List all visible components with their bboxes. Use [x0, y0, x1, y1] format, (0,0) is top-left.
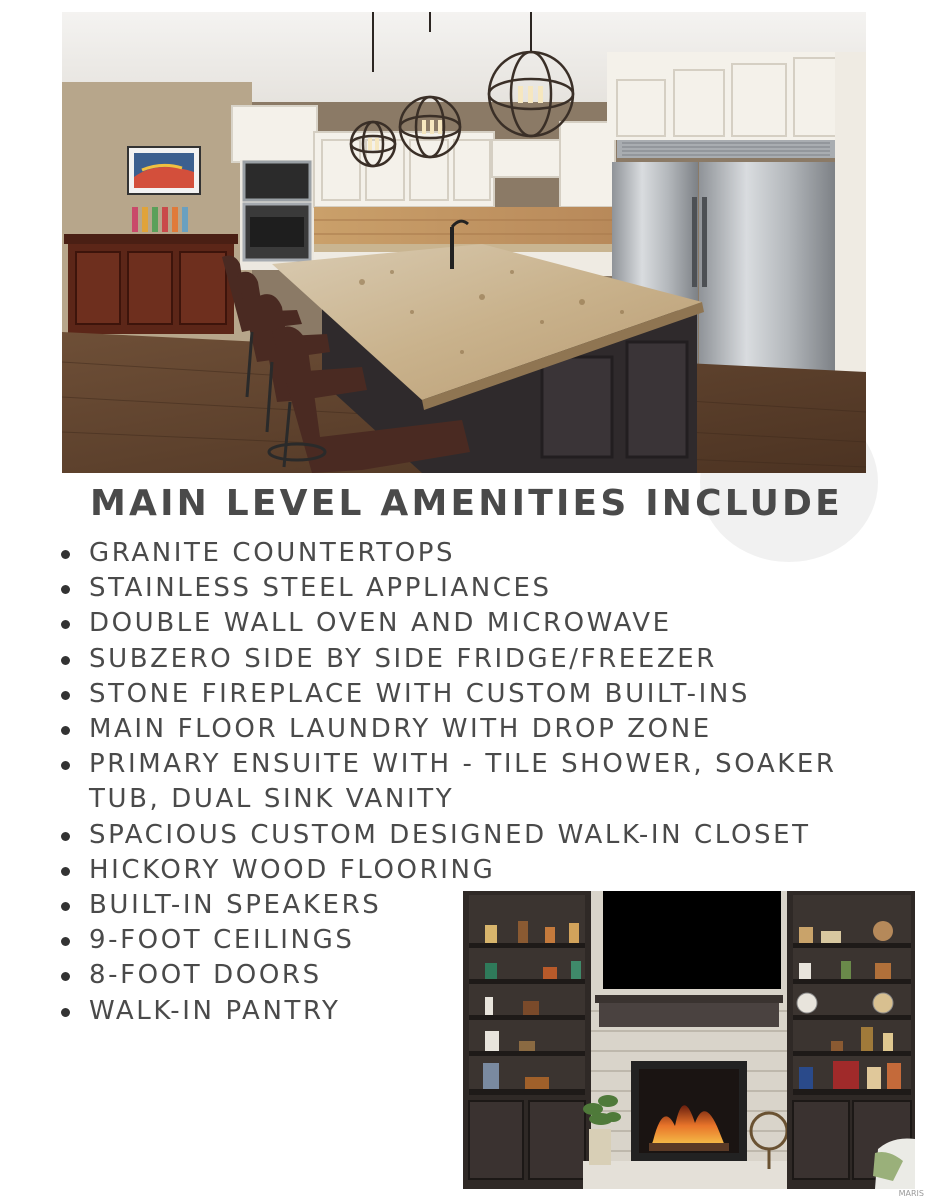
bullet-icon	[61, 972, 70, 981]
list-item	[0, 642, 899, 677]
amenity-text: MAIN FLOOR LAUNDRY WITH DROP ZONE	[89, 714, 712, 745]
list-item	[0, 536, 899, 571]
amenity-text: SPACIOUS CUSTOM DESIGNED WALK-IN CLOSET	[89, 819, 811, 850]
watermark: MARIS	[898, 1189, 924, 1198]
bullet-icon	[61, 937, 70, 946]
list-item	[0, 747, 899, 817]
amenity-text: BUILT-IN SPEAKERS	[89, 890, 382, 921]
bullet-icon	[61, 585, 70, 594]
amenity-text: WALK-IN PANTRY	[89, 995, 341, 1026]
amenity-text: PRIMARY ENSUITE WITH - TILE SHOWER, SOAKER TUB, DUAL SINK VANITY	[89, 749, 837, 815]
list-item	[0, 712, 899, 747]
page-heading: MAIN LEVEL AMENITIES INCLUDE	[90, 483, 843, 524]
bullet-icon	[61, 550, 70, 559]
bullet-icon	[61, 620, 70, 629]
list-item	[0, 677, 899, 712]
bullet-icon	[61, 1008, 70, 1017]
amenity-text: GRANITE COUNTERTOPS	[89, 538, 456, 568]
amenity-text: DOUBLE WALL OVEN AND MICROWAVE	[89, 608, 672, 639]
amenity-text: STAINLESS STEEL APPLIANCES	[89, 573, 552, 604]
list-item	[0, 606, 899, 641]
amenity-text: 9-FOOT CEILINGS	[89, 925, 355, 956]
amenity-text: STONE FIREPLACE WITH CUSTOM BUILT-INS	[89, 678, 750, 709]
bullet-icon	[61, 867, 70, 876]
bullet-icon	[61, 832, 70, 841]
list-item	[0, 853, 899, 888]
list-item	[0, 571, 899, 606]
bullet-icon	[61, 691, 70, 700]
amenity-text: 8-FOOT DOORS	[89, 960, 322, 991]
bullet-icon	[61, 726, 70, 735]
amenity-text: HICKORY WOOD FLOORING	[89, 854, 496, 885]
bullet-icon	[61, 656, 70, 665]
bullet-icon	[61, 902, 70, 911]
fireplace-photo	[463, 891, 915, 1189]
list-item	[0, 818, 899, 853]
bullet-icon	[61, 761, 70, 770]
kitchen-photo	[62, 12, 866, 473]
amenity-text: SUBZERO SIDE BY SIDE FRIDGE/FREEZER	[89, 643, 717, 674]
